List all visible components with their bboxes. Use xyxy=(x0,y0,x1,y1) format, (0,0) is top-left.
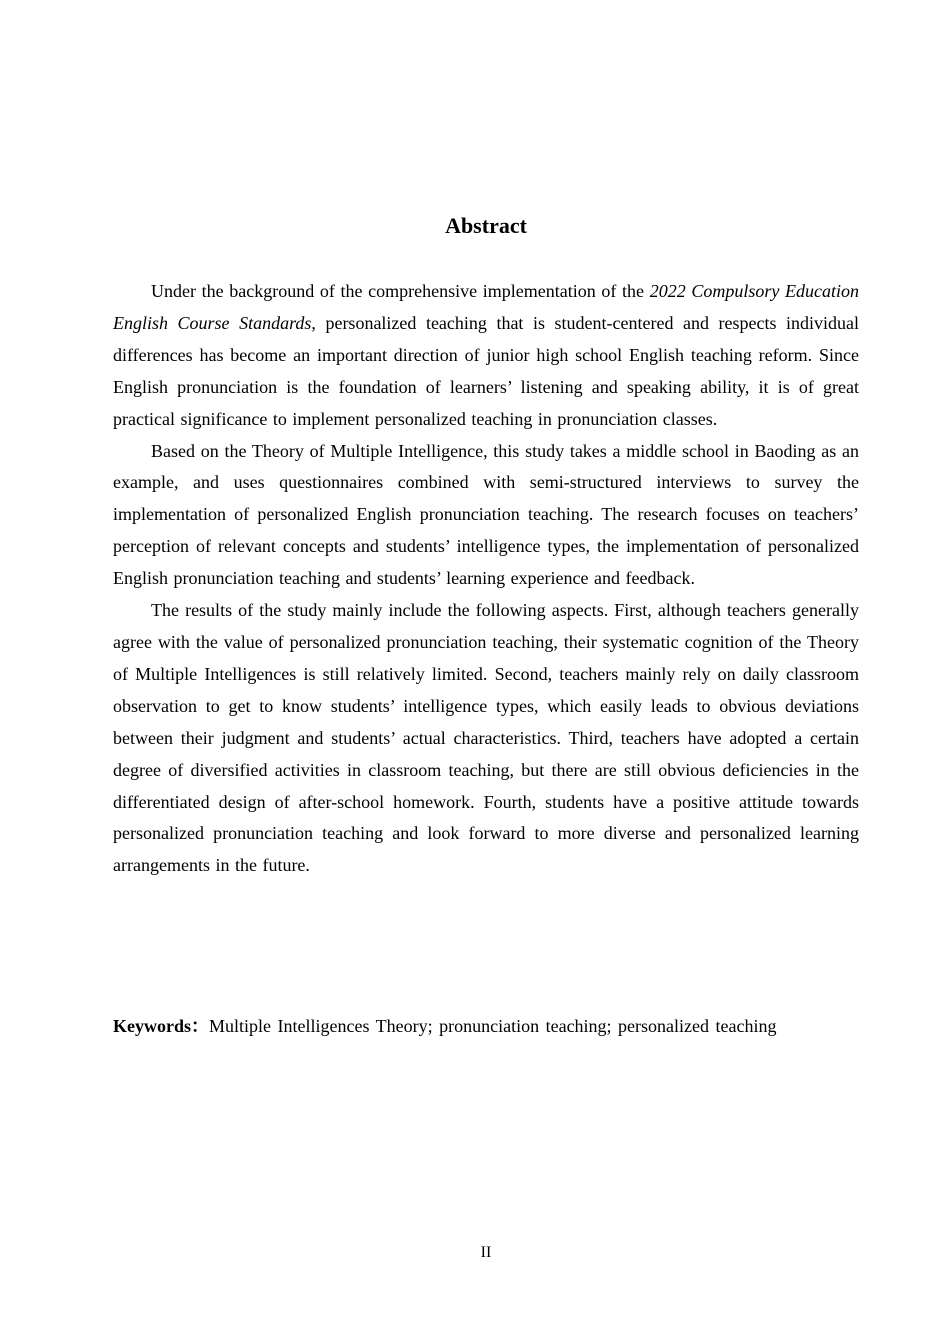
paragraph-1-lead-text: Under the background of the comprehensive implementation of the xyxy=(151,281,650,301)
course-standards-title: 2022 Compulsory Education English Course Standards xyxy=(113,281,859,333)
abstract-title: Abstract xyxy=(445,213,527,238)
page-number: II xyxy=(480,1244,492,1261)
keywords-line xyxy=(113,1010,873,1042)
keywords-text: Multiple Intelligences Theory; pronunciation teaching; personalized teaching xyxy=(209,1016,777,1036)
abstract-paragraph-1 xyxy=(113,276,859,436)
keywords-label: Keywords： xyxy=(113,1016,209,1036)
abstract-paragraph-2: Based on the Theory of Multiple Intelligence, this study takes a middle school in Baoding as an example, and uses questionnaires combined with semi-structured interviews to survey the implementation of personalized English pronunciation teaching. The research focuses on teachers’ perception of relevant concepts and students’ intelligence types, the implementation of personalized English pronunciation teaching and students’ learning experience and feedback. xyxy=(113,440,859,589)
abstract-paragraph-3: The results of the study mainly include the following aspects. First, although teachers generally agree with the value of personalized pronunciation teaching, their systematic cognition of the Theory of Multiple Intelligences is still relatively limited. Second, teachers mainly rely on daily classroom observation to get to know students’ intelligence types, which easily leads to obvious deviations between their judgment and students’ actual characteristics. Third, teachers have adopted a certain degree of diversified activities in classroom teaching, but there are still obvious deficiencies in the differentiated design of after-school homework. Fourth, students have a positive attitude towards personalized pronunciation teaching and look forward to more diverse and personalized learning arrangements in the future. xyxy=(113,600,859,876)
abstract-body xyxy=(113,276,859,882)
paragraph-1-rest-text: , personalized teaching that is student-centered and respects individual differences has become an important direction of junior high school English teaching reform. Since English pronunciation is the foundation of learners’ listening and speaking ability, it is of great practical significance to implement personalized teaching in pronunciation classes. xyxy=(113,312,859,429)
